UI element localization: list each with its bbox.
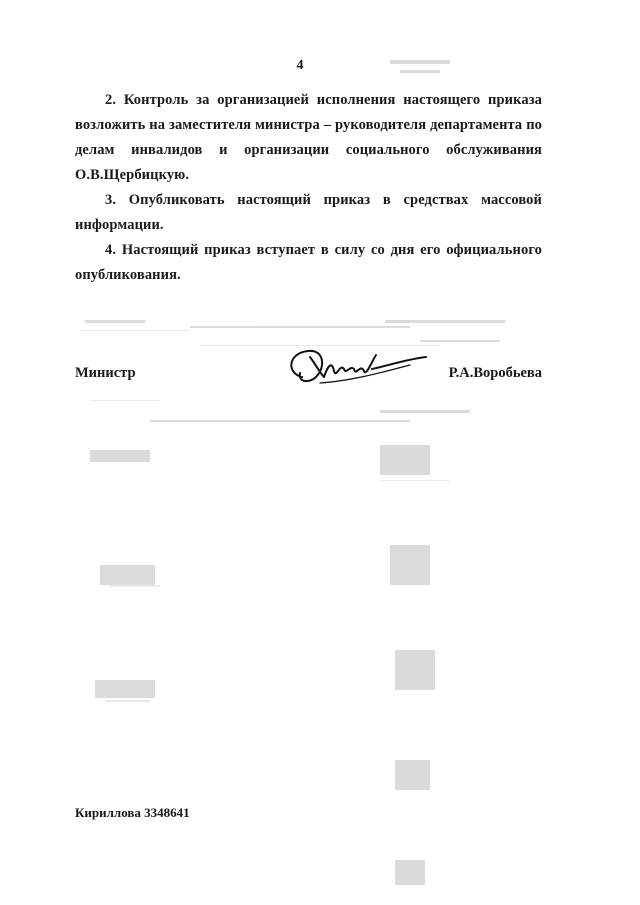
signatory-title: Министр: [75, 365, 136, 381]
paragraph-line: делам инвалидов и организации социального обслуживания: [75, 142, 542, 158]
paragraph-line: 4. Настоящий приказ вступает в силу со дня его официального: [105, 242, 542, 258]
order-paragraph-3: [75, 188, 542, 238]
paragraph-line: 3. Опубликовать настоящий приказ в средствах массовой: [105, 192, 542, 208]
paragraph-line: О.В.Щербицкую.: [75, 167, 190, 183]
page-number: 4: [296, 58, 304, 73]
paragraph-line: информации.: [75, 217, 164, 233]
paragraph-line: опубликования.: [75, 267, 181, 283]
paragraph-line: возложить на заместителя министра – руководителя департамента по: [75, 117, 542, 133]
order-paragraph-2: [75, 88, 542, 188]
signatory-name: Р.А.Воробьева: [448, 365, 542, 381]
signature-block: [75, 355, 542, 395]
order-paragraph-4: [75, 238, 542, 288]
handwritten-signature: [280, 343, 430, 391]
paragraph-line: 2. Контроль за организацией исполнения настоящего приказа: [105, 92, 542, 108]
executor-contact: Кириллова 3348641: [75, 805, 190, 820]
